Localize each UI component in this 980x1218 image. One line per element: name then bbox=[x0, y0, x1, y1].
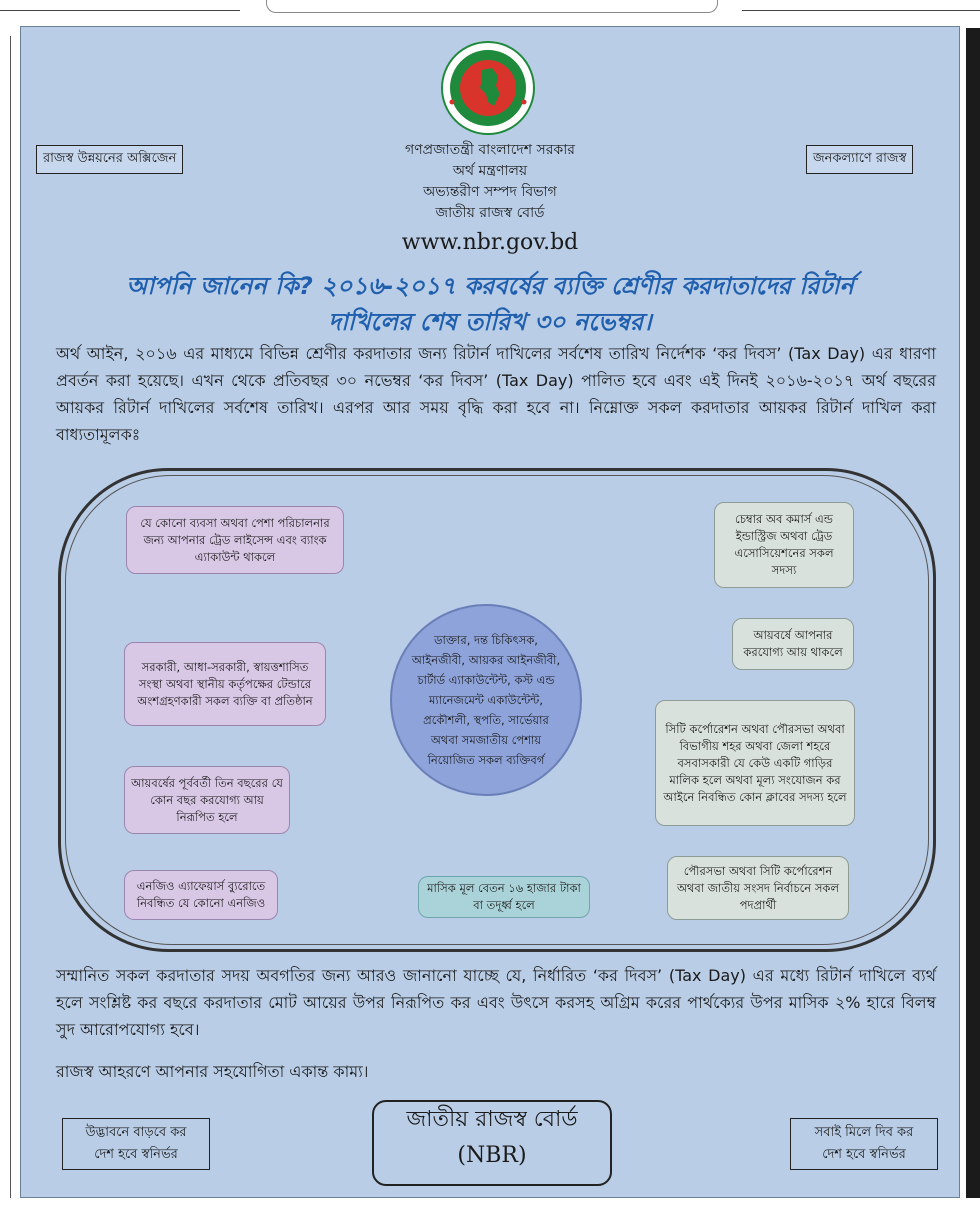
criteria-previous-years: আয়বর্ষের পূর্ববর্তী তিন বছরের যে কোন বছর করযোগ্য আয় নিরূপিত হলে bbox=[124, 766, 290, 834]
footer-right-line-1: সবাই মিলে দিব কর bbox=[814, 1125, 914, 1140]
govt-line: অর্থ মন্ত্রণালয় bbox=[452, 163, 528, 179]
govt-line: অভ্যন্তরীণ সম্পদ বিভাগ bbox=[423, 184, 557, 200]
left-slogan-tag: রাজস্ব উন্নয়নের অক্সিজেন bbox=[36, 145, 183, 174]
late-interest-notice: সম্মানিত সকল করদাতার সদয় অবগতির জন্য আরও জানানো যাচ্ছে যে, নির্ধারিত ‘কর দিবস’ (Tax Day) এর মধ্যে রিটার্ন দাখিলে ব্যর্থ হলে সংশ্লিষ্ট কর বছরে করদাতার মোট আয়ের উপর নিরূপিত কর এবং উৎসে করসহ অগ্রিম করের পার্থক্যের উপর মাসিক ২% হারে বিলম্ব সুদ আরোপযোগ্য হবে। bbox=[56, 966, 936, 1039]
top-rule-right bbox=[742, 10, 980, 11]
headline-line-1: আপনি জানেন কি? ২০১৬-২০১৭ করবর্ষের ব্যক্তি শ্রেণীর করদাতাদের রিটার্ন bbox=[126, 272, 854, 300]
criteria-chamber-member: চেম্বার অব কমার্স এন্ড ইন্ডাস্ট্রিজ অথবা ট্রেড এসোসিয়েশনের সকল সদস্য bbox=[714, 502, 854, 588]
footer-left-slogan bbox=[62, 1118, 210, 1170]
intro-paragraph: অর্থ আইন, ২০১৬ এর মাধ্যমে বিভিন্ন শ্রেণীর করদাতার জন্য রিটার্ন দাখিলের সর্বশেষ তারিখ নির্দেশক ‘কর দিবস’ (Tax Day) এর ধারণা প্রবর্তন করা হয়েছে। এখন থেকে প্রতিবছর ৩০ নভেম্বর ‘কর দিবস’ (Tax Day) পালিত হবে এবং এই দিনই ২০১৬-২০১৭ অর্থ বছরের আয়কর রিটার্ন দাখিলের সর্বশেষ তারিখ। এরপর আর সময় বৃদ্ধি করা হবে না। নিম্নোক্ত সকল করদাতার আয়কর রিটার্ন দাখিল করা বাধ্যতামূলকঃ bbox=[56, 344, 936, 444]
headline-line-2: দাখিলের শেষ তারিখ ৩০ নভেম্বর। bbox=[328, 308, 652, 336]
criteria-salary: মাসিক মূল বেতন ১৬ হাজার টাকা বা তদূর্ধ্ব হলে bbox=[418, 876, 590, 918]
criteria-ngo: এনজিও এ্যাফেয়ার্স ব্যুরোতে নিবন্ধিত যে কোনো এনজিও bbox=[124, 870, 278, 920]
closing-line: রাজস্ব আহরণে আপনার সহযোগিতা একান্ত কাম্য। bbox=[56, 1062, 369, 1081]
nbr-abbreviation: (NBR) bbox=[457, 1143, 527, 1168]
right-slogan-tag: জনকল্যাণে রাজস্ব bbox=[806, 145, 913, 174]
nbr-logo-box bbox=[372, 1100, 612, 1186]
govt-line: গণপ্রজাতন্ত্রী বাংলাদেশ সরকার bbox=[405, 142, 575, 158]
criteria-election-candidate: পৌরসভা অথবা সিটি কর্পোরেশন অথবা জাতীয় সংসদ নির্বাচনে সকল পদপ্রার্থী bbox=[667, 856, 849, 920]
footer-right-slogan bbox=[790, 1118, 938, 1170]
criteria-tender: সরকারী, আধা-সরকারী, স্বায়ত্তশাসিত সংস্থা অথবা স্থানীয় কর্তৃপক্ষের টেন্ডারে অংশগ্রহণকারী সকল ব্যক্তি বা প্রতিষ্ঠান bbox=[124, 642, 326, 726]
govt-line: জাতীয় রাজস্ব বোর্ড bbox=[435, 205, 545, 221]
footer-right-line-2: দেশ হবে স্বনির্ভর bbox=[822, 1147, 906, 1162]
criteria-trade-license: যে কোনো ব্যবসা অথবা পেশা পরিচালনার জন্য আপনার ট্রেড লাইসেন্স এবং ব্যাংক এ্যাকাউন্ট থাকলে bbox=[126, 506, 344, 574]
top-tab-box bbox=[266, 0, 718, 13]
government-address-block bbox=[300, 140, 680, 224]
right-edge-bar bbox=[966, 28, 980, 1198]
nbr-title: জাতীয় রাজস্ব বোর্ড bbox=[406, 1107, 578, 1132]
website-url: www.nbr.gov.bd bbox=[401, 230, 579, 255]
government-seal-logo bbox=[440, 40, 536, 136]
criteria-taxable-income: আয়বর্ষে আপনার করযোগ্য আয় থাকলে bbox=[732, 618, 854, 670]
left-margin-rule bbox=[10, 36, 11, 1198]
footer-left-line-1: উদ্ভাবনে বাড়বে কর bbox=[85, 1125, 187, 1140]
criteria-car-owner: সিটি কর্পোরেশন অথবা পৌরসভা অথবা বিভাগীয় শহর অথবা জেলা শহরে বসবাসকারী যে কেউ একটি গাড়ির মালিক হলে অথবা মূল্য সংযোজন কর আইনে নিবন্ধিত কোন ক্লাবের সদস্য হলে bbox=[655, 700, 855, 826]
top-rule-left bbox=[0, 10, 240, 11]
footer-left-line-2: দেশ হবে স্বনির্ভর bbox=[94, 1147, 178, 1162]
criteria-professionals-circle: ডাক্তার, দন্ত চিকিৎসক, আইনজীবী, আয়কর আইনজীবী, চার্টার্ড এ্যাকাউন্টেন্ট, কস্ট এন্ড ম্যানেজমেন্ট একাউন্টেন্ট, প্রকৌশলী, স্থপতি, সার্ভেয়ার অথবা সমজাতীয় পেশায় নিয়োজিত সকল ব্যক্তিবর্গ bbox=[390, 604, 582, 796]
headline bbox=[60, 268, 920, 340]
